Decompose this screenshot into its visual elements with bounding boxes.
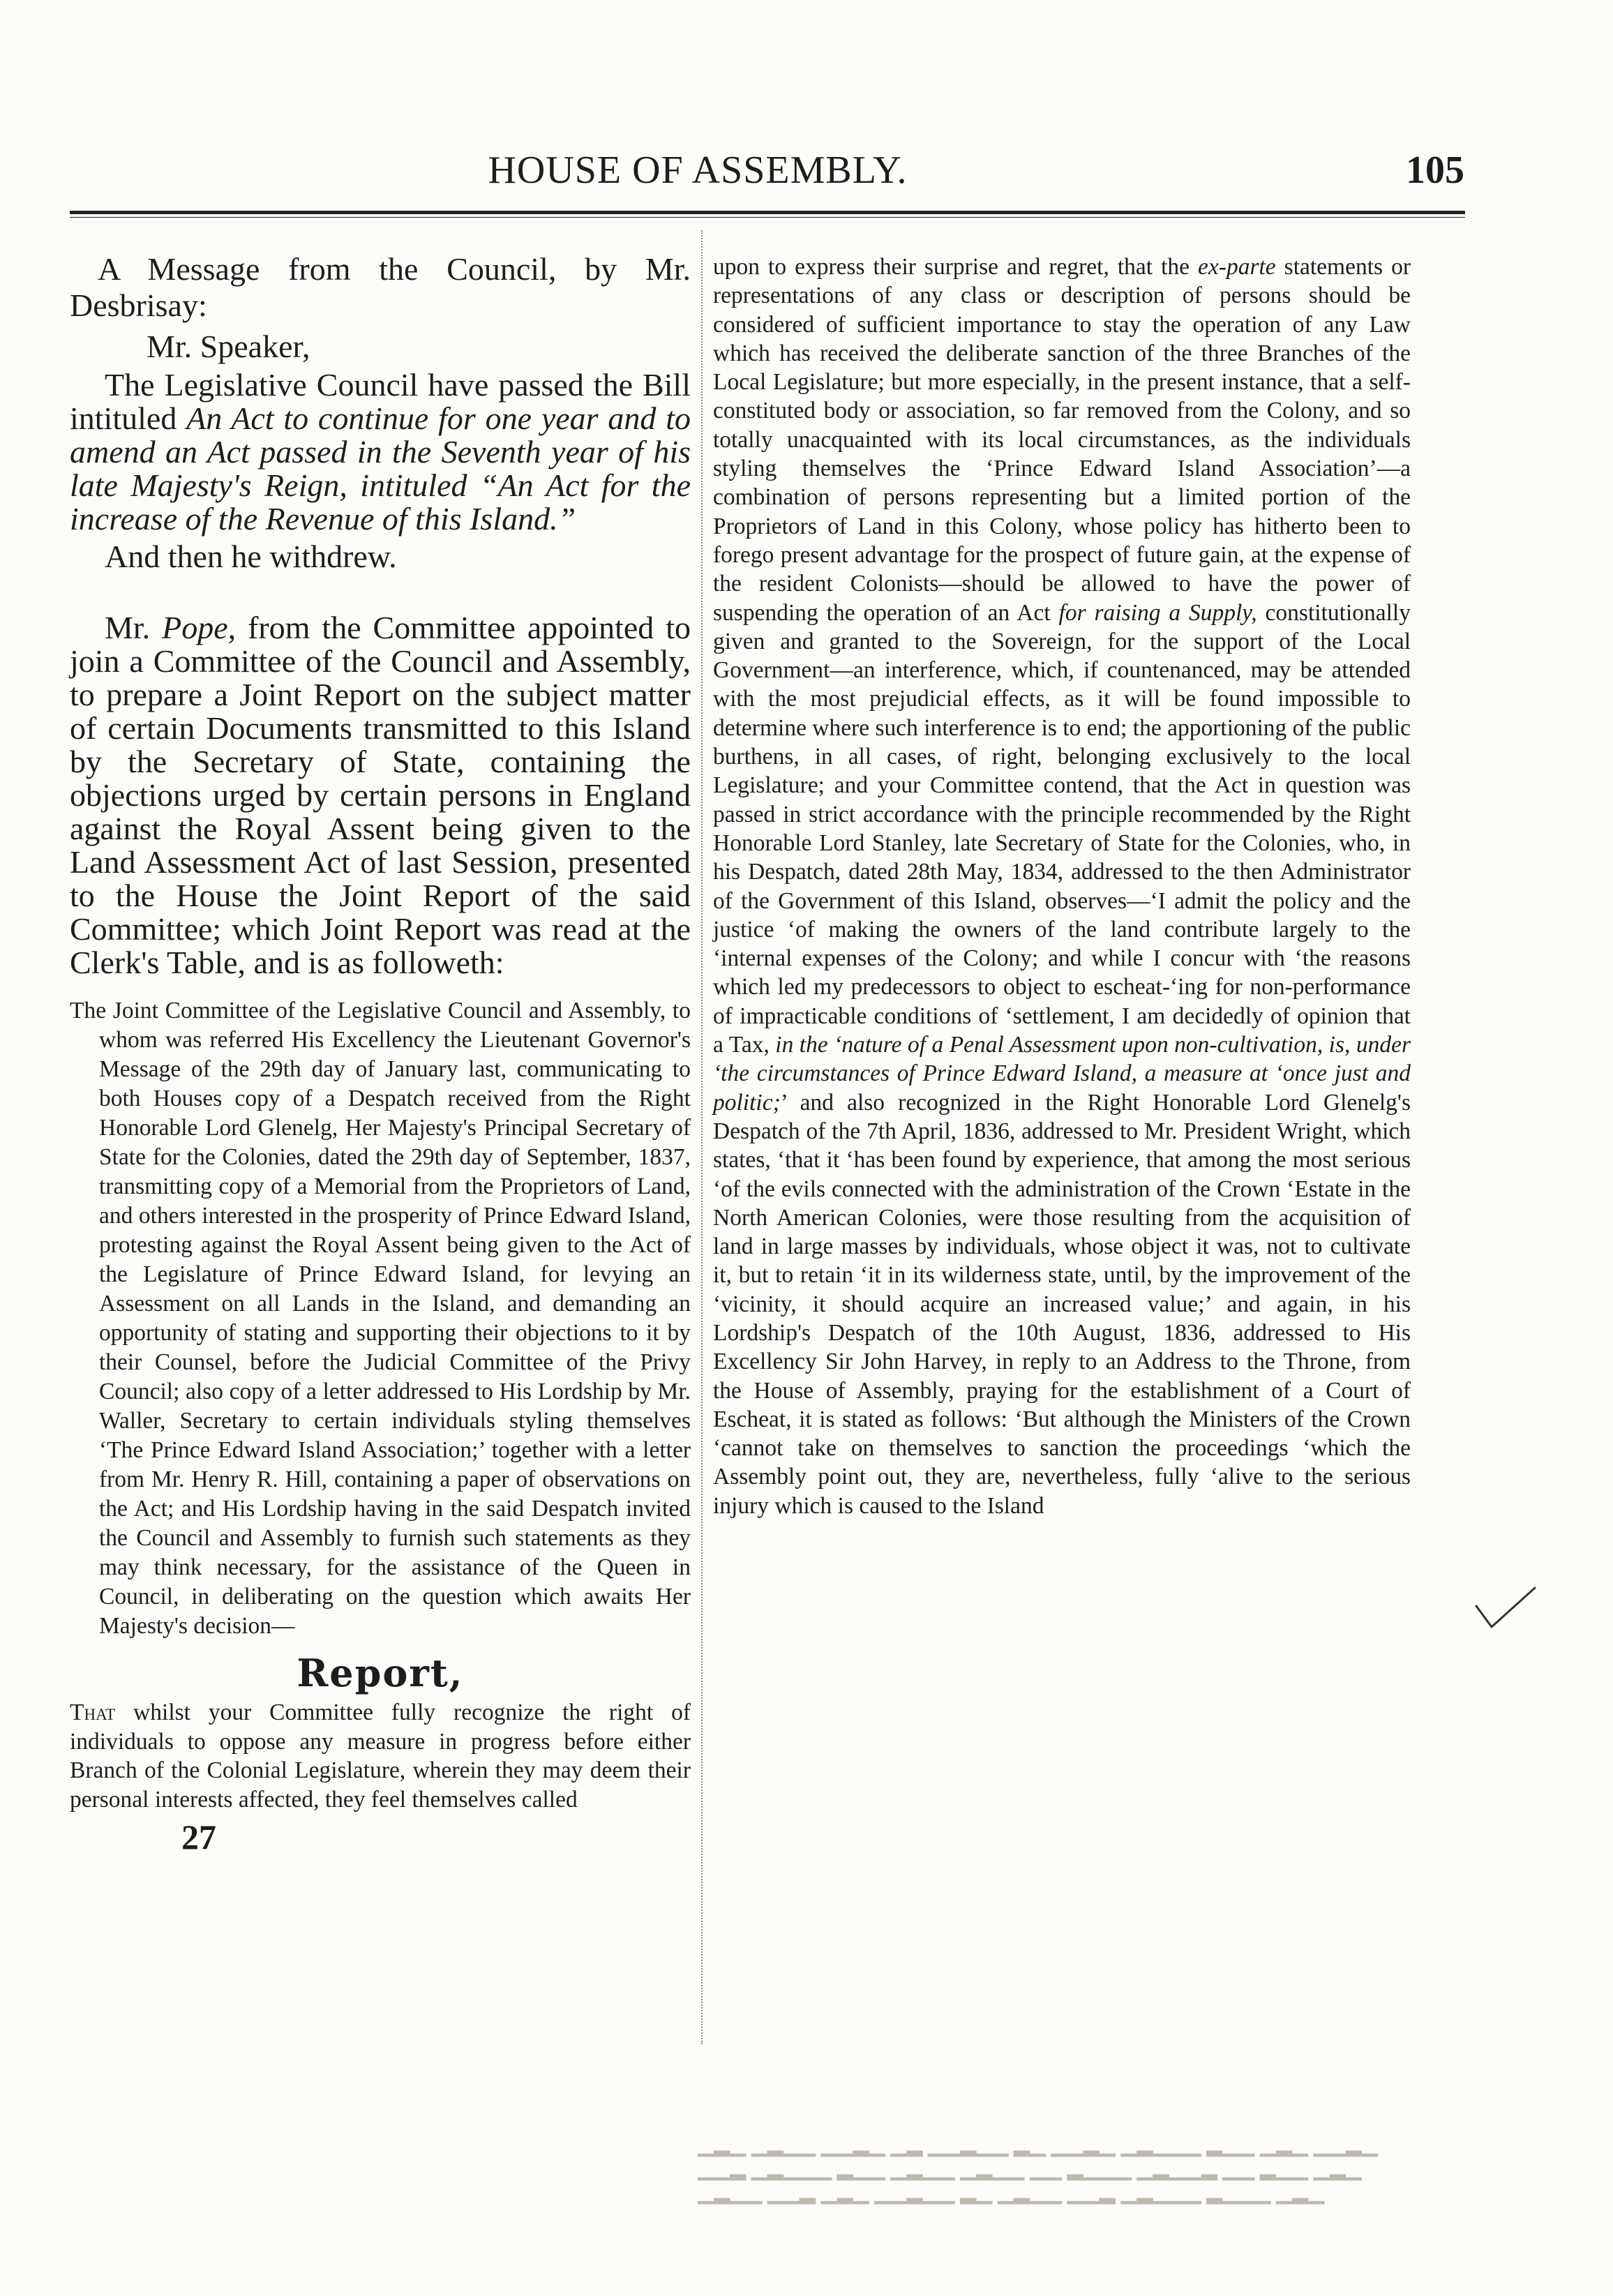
bleed-through-line: ▁▁▂ ▁▂▁▁▁ ▂▁▁ ▁▂▁▁ ▁▂▁▁ ▁▁ ▂▁▁▁ ▁▂▁▁▂ ▁▁ ▂▁▁ ▁▂▁ bbox=[698, 2157, 1362, 2180]
left-column bbox=[70, 251, 691, 1857]
report-text-segment: upon to express their surprise and regret, that the bbox=[713, 254, 1199, 280]
committee-presentation-paragraph bbox=[70, 611, 691, 980]
report-opening-paragraph bbox=[70, 1698, 691, 1814]
report-text: whilst your Committee fully recognize the right of individuals to oppose any measure in progress before either Branch of the Colonial Legislature, wherein they may deem their personal interests affected, they feel themselves called bbox=[70, 1700, 691, 1813]
check-mark-icon bbox=[1471, 1584, 1540, 1640]
page-title: HOUSE OF ASSEMBLY. bbox=[488, 149, 908, 192]
signature-number: 27 bbox=[181, 1817, 216, 1856]
report-continuation-paragraph bbox=[713, 253, 1411, 1520]
report-italic-segment: in the ‘nature of a Penal Assessment upon non-cultivation, is, under ‘the circumstances of Prince Edward Island, a measure at ‘once just and politic; bbox=[713, 1032, 1411, 1116]
report-text-segment: statements or representations of any class or description of persons should be considered of sufficient importance to stay the operation of any Law which has received the deliberate sanction of the three Branches of the Local Legislature; but more especially, in the present instance, that a self-constituted body or association, so far removed from the Colony, and so totally unacquainted with its local circumstances, as the individuals styling themselves the ‘Prince Edward Island Association’—a combination of persons representing but a limited portion of the Proprietors of Land in this Colony, whose policy has hitherto been to forego present advantage for the prospect of future gain, at the expense of the resident Colonists—should be allowed to have the power of suspending the operation of an Act bbox=[713, 254, 1411, 626]
bleed-through-line: ▁▂▁▁ ▁▁▂ ▁▂▁ ▁▁▂▁▁ ▂▁ ▁▂▁▁ ▁▁▂ ▁▂▁▁▁ ▂▁▁▁ ▁▂▁ bbox=[698, 2181, 1325, 2204]
council-message-body bbox=[70, 368, 691, 536]
bill-title: An Act to continue for one year and to amend an Act passed in the Seventh year of his late Majesty's Reign, intituled “An Act for the increase of the Revenue of this Island.” bbox=[70, 400, 691, 537]
report-italic-segment: ex-parte bbox=[1198, 254, 1276, 280]
bleed-through-line: ▁▂▁ ▁▂▁▁ ▁▁▂▁ ▁▂ ▁▁▂▁▁ ▂▁ ▁▁▂▁ ▁▂▁▁▁ ▂▁▁ ▁▂▁ ▁▁▂▁ bbox=[698, 2133, 1378, 2156]
report-first-word: That bbox=[70, 1700, 116, 1725]
message-body-text: The Legislative Council have passed the Bill intituled bbox=[70, 367, 691, 436]
report-italic-segment: for raising a Supply, bbox=[1058, 599, 1257, 626]
report-text-segment: ’ and also recognized in the Right Honorable Lord Glenelg's Despatch of the 7th April, 1836, addressed to Mr. President Wright, which states, ‘that it ‘has been found by experience, that among the most serious ‘of the evils connected with the administration of the Crown ‘Estate in the North American Colonies, were those resulting from the acquisition of land in large masses by individuals, whose object it was, not to cultivate it, but to retain ‘it in its wilderness state, until, by the improvement of the ‘vicinity, it should acquire an increased value;’ and again, in his Lordship's Despatch of the 10th August, 1836, addressed to His Excellency Sir John Harvey, in reply to an Address to the Throne, from the House of Assembly, praying for the establishment of a Court of Escheat, it is stated as follows: ‘But although the Ministers of the Crown ‘cannot take on themselves to sanction the proceedings ‘which the Assembly point out, they are, nevertheless, fully ‘alive to the serious injury which is caused to the Island bbox=[713, 1089, 1411, 1519]
right-column bbox=[713, 253, 1411, 1520]
pope-para-text: from the Committee appointed to join a Committee of the Council and Assembly, to prepare a Joint Report on the subject matter of certain Documents transmitted to this Island by the Secretary of State, containing the objections urged by certain persons in England against the Royal Assent being given to the Land Assessment Act of last Session, presented to the House the Joint Report of the said Committee; which Joint Report was read at the Clerk's Table, and is as followeth: bbox=[70, 610, 691, 980]
report-heading: Report, bbox=[297, 1651, 464, 1695]
header-rule bbox=[70, 211, 1465, 218]
message-salutation: Mr. Speaker, bbox=[147, 329, 310, 364]
message-close: And then he withdrew. bbox=[105, 539, 397, 574]
joint-committee-paragraph: The Joint Committee of the Legislative Council and Assembly, to whom was referred His Excellency the Lieutenant Governor's Message of the 29th day of January last, communicating to both Houses copy of a Despatch received from the Right Honorable Lord Glenelg, Her Majesty's Principal Secretary of State for the Colonies, dated the 29th day of September, 1837, transmitting copy of a Memorial from the Proprietors of Land, and others interested in the prosperity of Prince Edward Island, protesting against the Royal Assent being given to the Act of the Legislature of Prince Edward Island, for levying an Assessment on all Lands in the Island, and demanding an opportunity of stating and supporting their objections to it by their Counsel, before the Judicial Committee of the Privy Council; also copy of a letter addressed to His Lordship by Mr. Waller, Secretary to certain individuals styling themselves ‘The Prince Edward Island Association;’ together with a letter from Mr. Henry R. Hill, containing a paper of observations on the Act; and His Lordship having in the said Despatch invited the Council and Assembly to furnish such statements as they may think necessary, for the assistance of the Queen in Council, in deliberating on the question which awaits Her Majesty's decision— bbox=[70, 998, 691, 1639]
bleed-through-shadow bbox=[698, 2133, 1409, 2205]
council-message-intro: A Message from the Council, by Mr. Desbrisay: bbox=[70, 251, 691, 323]
member-name: Pope, bbox=[162, 610, 237, 645]
column-divider bbox=[701, 230, 703, 2044]
page-number: 105 bbox=[1406, 149, 1464, 192]
report-text-segment: constitutionally given and granted to the Sovereign, for the support of the Local Government—an interference, which, if countenanced, may be attended with the most prejudicial effects, as it will be found impossible to determine where such interference is to end; the apportioning of the public burthens, in all cases, of right, belonging exclusively to the local Legislature; and your Committee contend, that the Act in question was passed in strict accordance with the principle recommended by the Right Honorable Lord Stanley, late Secretary of State for the Colonies, who, in his Despatch, dated 28th May, 1834, addressed to the then Administrator of the Government of this Island, observes—‘I admit the policy and the justice ‘of making the owners of the land contribute largely to the ‘internal expenses of the Colony; and while I concur with ‘the reasons which led my predecessors to object to escheat-‘ing for non-performance of impracticable conditions of ‘settlement, I am decidedly of opinion that a Tax, bbox=[713, 599, 1411, 1058]
pope-para-prefix: Mr. bbox=[105, 610, 163, 645]
